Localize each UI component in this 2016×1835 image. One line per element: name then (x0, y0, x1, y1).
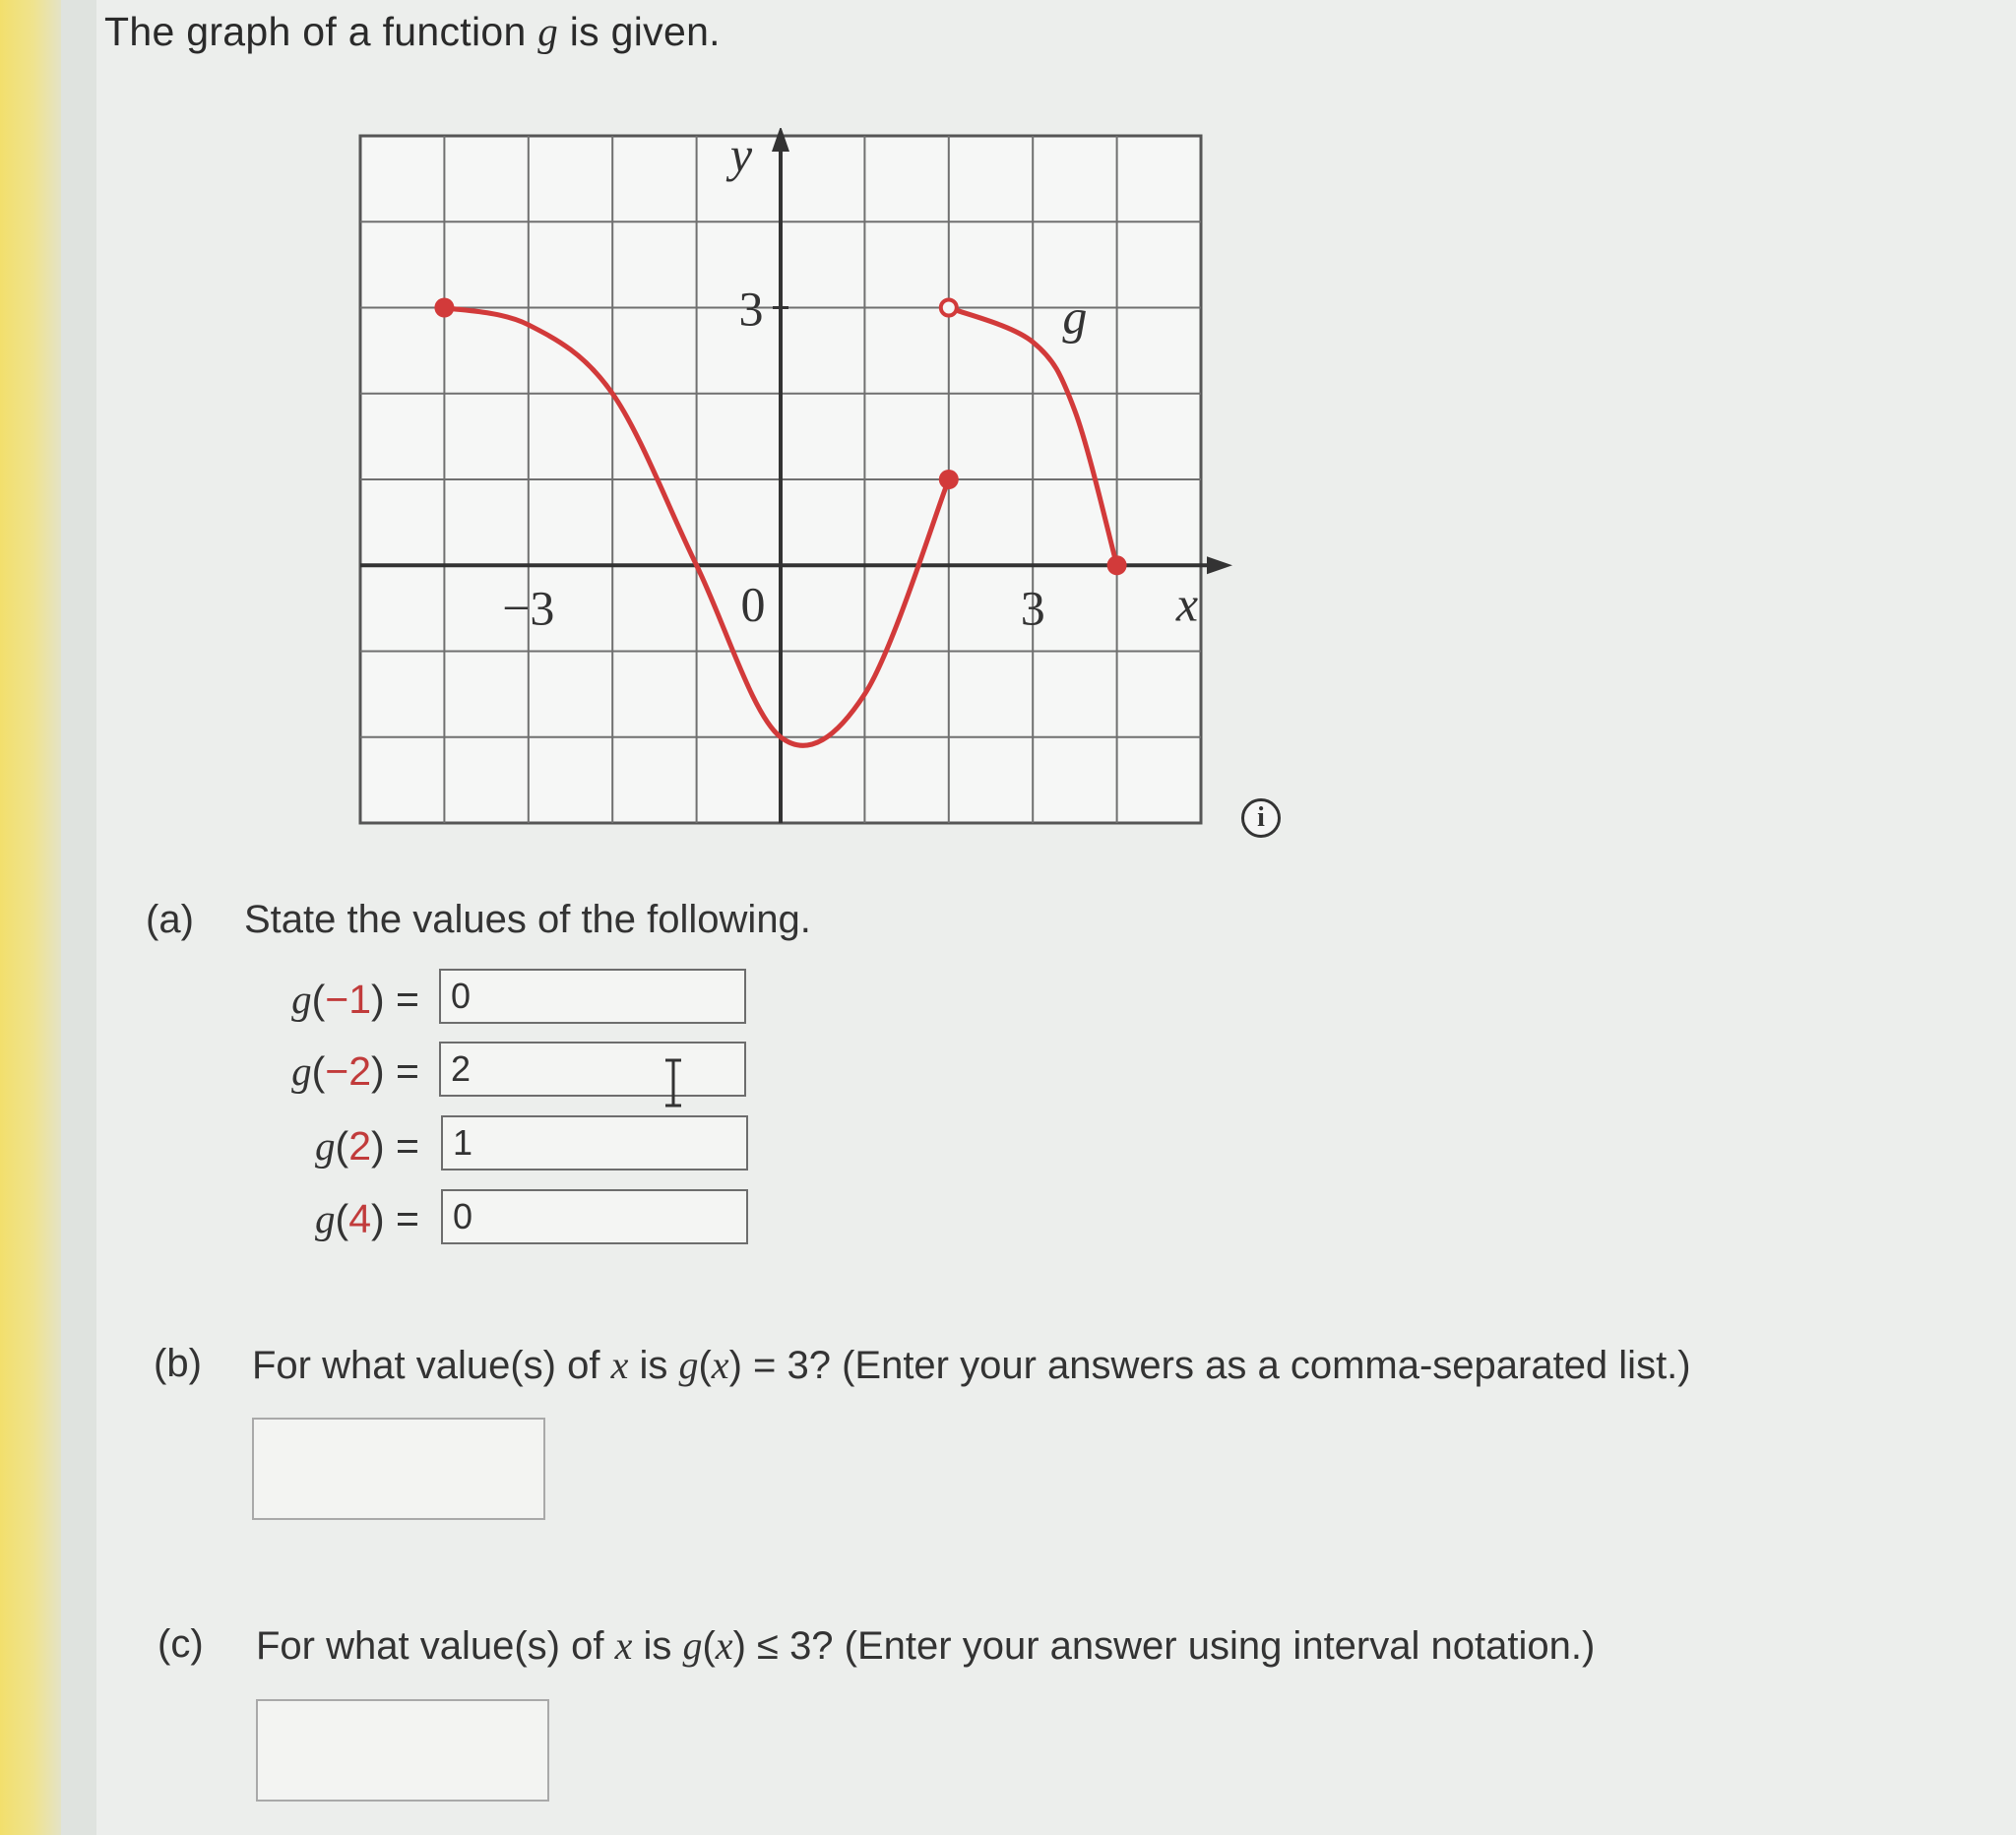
g-4-input[interactable]: 0 (441, 1189, 748, 1244)
q-text: For what value(s) of (256, 1624, 615, 1668)
closed-point-1 (434, 298, 454, 318)
g-4-row (158, 1189, 419, 1248)
part-c-label: (c) (158, 1622, 204, 1666)
x-axis-arrow (1207, 556, 1232, 574)
x-tick-label-neg3: −3 (502, 580, 555, 636)
g-neg1-row (158, 970, 419, 1029)
closed-point-4 (1107, 555, 1127, 575)
g-2-input[interactable]: 1 (441, 1115, 748, 1171)
fn-arg: −2 (325, 1048, 371, 1094)
y-tick-label-3: 3 (738, 281, 764, 337)
paren-open: ( (311, 1048, 326, 1094)
info-icon[interactable]: i (1241, 798, 1281, 838)
open-point-3 (941, 300, 957, 316)
q-text: ( (702, 1624, 716, 1668)
q-text: ) = 3? (Enter your answers as a comma-separated list.) (728, 1344, 1691, 1387)
text-cursor-icon (662, 1057, 685, 1108)
g-neg2-row (158, 1042, 419, 1101)
y-axis-label: y (729, 128, 753, 182)
g-2-row (158, 1116, 419, 1175)
fn-name: g (291, 977, 312, 1022)
left-accent-strip (0, 0, 61, 1835)
q-var: x (715, 1623, 733, 1668)
intro-text-before: The graph of a function (104, 9, 538, 54)
intro-func-name: g (537, 9, 559, 54)
paren-close-eq: ) = (371, 1048, 419, 1094)
g-2-label (315, 1116, 419, 1175)
fn-name: g (315, 1196, 336, 1241)
part-b-question (252, 1342, 1691, 1388)
part-b-answer-input[interactable] (252, 1418, 545, 1520)
q-text: ) ≤ 3? (Enter your answer using interval notation.) (732, 1624, 1596, 1668)
q-text: is (632, 1624, 683, 1668)
fn-name: g (315, 1123, 336, 1169)
part-a-prompt: State the values of the following. (244, 898, 811, 941)
g-neg2-label (291, 1042, 419, 1101)
q-text: For what value(s) of (252, 1344, 611, 1387)
q-text: ( (698, 1344, 712, 1387)
x-tick-label-0: 0 (740, 576, 766, 632)
q-func: g (678, 1343, 699, 1387)
fn-arg: −1 (325, 977, 371, 1022)
g-4-label (315, 1189, 419, 1248)
part-a-label: (a) (146, 898, 194, 941)
part-b-label: (b) (154, 1342, 202, 1385)
paren-close-eq: ) = (371, 977, 419, 1022)
fn-name: g (291, 1048, 312, 1094)
x-axis-label: x (1175, 576, 1199, 632)
fn-arg: 4 (348, 1196, 371, 1241)
g-neg2-input[interactable]: 2 (439, 1042, 746, 1097)
intro-text-after: is given. (558, 9, 721, 54)
q-text: is (628, 1344, 679, 1387)
closed-point-2 (939, 470, 959, 489)
part-c-answer-input[interactable] (256, 1699, 549, 1802)
function-graph (354, 128, 1240, 837)
q-func: g (682, 1623, 703, 1668)
paren-open: ( (335, 1196, 349, 1241)
part-c-question (256, 1622, 1595, 1669)
paren-close-eq: ) = (371, 1123, 419, 1169)
left-margin (61, 0, 96, 1835)
question-intro (104, 8, 721, 55)
q-var: x (610, 1343, 629, 1387)
q-var: x (711, 1343, 729, 1387)
g-neg1-label (291, 970, 419, 1029)
paren-close-eq: ) = (371, 1196, 419, 1241)
curve-label-g: g (1062, 288, 1088, 345)
x-tick-label-3: 3 (1020, 580, 1045, 636)
g-neg1-input[interactable]: 0 (439, 969, 746, 1024)
paren-open: ( (335, 1123, 349, 1169)
fn-arg: 2 (348, 1123, 371, 1169)
q-var: x (614, 1623, 633, 1668)
paren-open: ( (311, 977, 326, 1022)
